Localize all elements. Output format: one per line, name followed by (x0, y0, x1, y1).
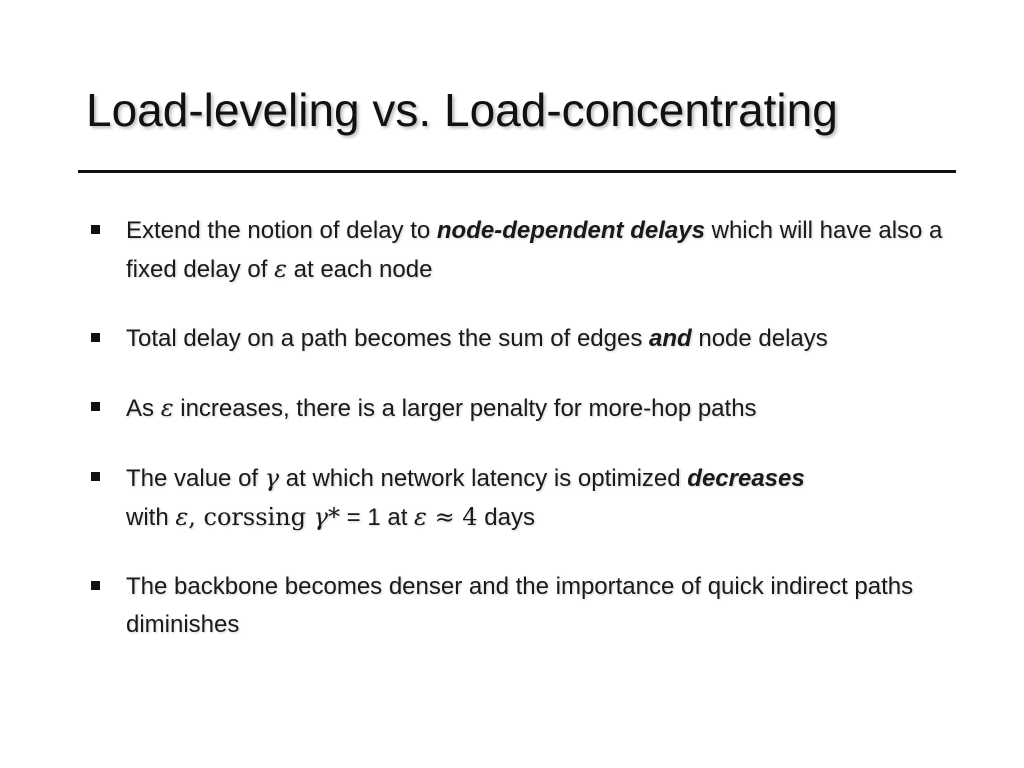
bullet-list (88, 212, 968, 644)
bullet-text: As (126, 395, 161, 422)
epsilon-symbol: ε (414, 503, 427, 531)
square-bullet-icon (91, 472, 100, 481)
bullet-text: The value of (126, 465, 265, 492)
bullet-emphasis: node-dependent delays (436, 217, 705, 244)
bullet-emphasis: and (649, 325, 692, 352)
square-bullet-icon (91, 581, 100, 590)
slide-title: Load-leveling vs. Load-concentrating (86, 84, 838, 136)
bullet-text: with (126, 504, 176, 531)
epsilon-symbol: ε (160, 394, 174, 422)
bullet-item-gamma-optimization (88, 459, 968, 537)
title-underline (78, 170, 956, 173)
epsilon-symbol: ε (274, 255, 287, 283)
square-bullet-icon (91, 225, 100, 234)
bullet-text: node delays (691, 325, 828, 352)
square-bullet-icon (91, 333, 100, 342)
math-text: , corssing (188, 503, 314, 531)
bullet-emphasis: decreases (687, 465, 805, 492)
bullet-text: Total delay on a path becomes the sum of edges (126, 325, 649, 352)
bullet-item-node-dependent-delays (88, 212, 968, 289)
bullet-item-backbone-denser (88, 568, 968, 644)
bullet-text: at each node (286, 256, 433, 283)
gamma-symbol: γ (264, 464, 280, 492)
bullet-text: increases, there is a larger penalty for more-hop paths (173, 395, 757, 422)
bullet-item-epsilon-penalty (88, 389, 968, 428)
approx-expression: ≈ 4 (426, 503, 478, 531)
bullet-text: The backbone becomes denser and the importance of quick indirect paths diminishes (126, 573, 914, 638)
bullet-text: Extend the notion of delay to (126, 217, 437, 244)
bullet-text: which will have also a fixed delay of (126, 217, 943, 283)
gamma-star-symbol: γ* (313, 503, 340, 531)
bullet-text: at which network latency is optimized (279, 465, 688, 492)
square-bullet-icon (91, 402, 100, 411)
bullet-text: days (477, 504, 535, 531)
epsilon-symbol: ε (175, 503, 189, 531)
bullet-item-total-delay (88, 320, 968, 358)
bullet-text: = 1 at (339, 504, 415, 531)
